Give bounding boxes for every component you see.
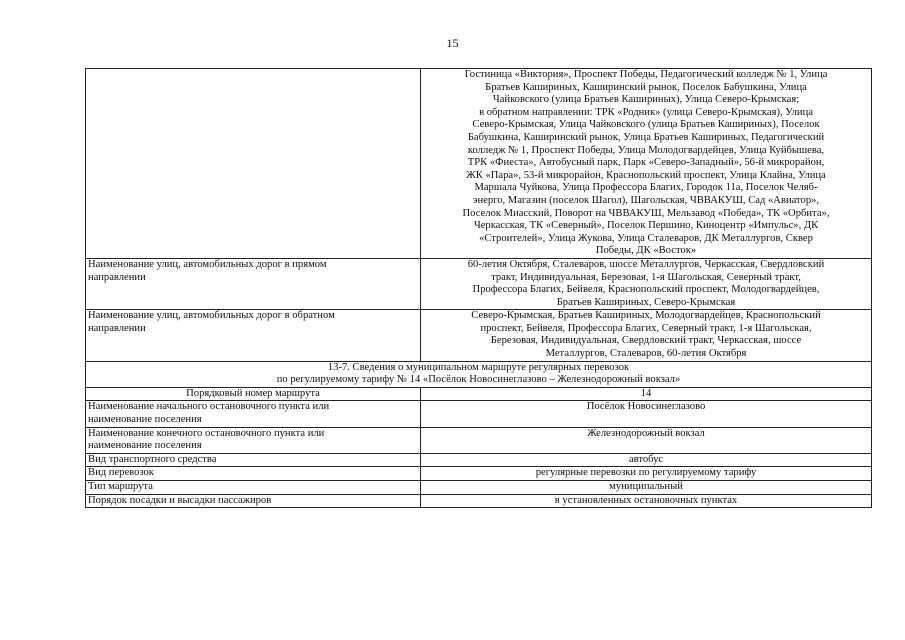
- boarding-order-value: в установленных остановочных пунктах: [421, 494, 872, 508]
- value-line: Металлургов, Сталеваров, 60-летия Октября: [545, 348, 747, 360]
- reverse-streets-row: [86, 310, 872, 361]
- stops-line: Северо-Крымская, Улица Чайковского (улица Братьев Кашириных), Поселок: [472, 119, 820, 131]
- stops-line: Бабушкина, Каширинский рынок, Улица Братьев Кашириных, Педагогический: [467, 131, 825, 143]
- route-type-label: Тип маршрута: [86, 481, 421, 495]
- stops-line: Гостиница «Виктория», Проспект Победы, Педагогический колледж № 1, Улица: [464, 69, 828, 80]
- value-line: Березовая, Индивидуальная, Свердловский тракт, Черкасская, шоссе: [490, 335, 802, 347]
- route-type-row: [86, 481, 872, 495]
- start-stop-value: Посёлок Новосинеглазово: [421, 401, 872, 427]
- end-stop-label: [86, 427, 421, 453]
- stops-label-cell: [86, 69, 421, 259]
- stops-cell: [421, 69, 872, 259]
- transport-kind-row: [86, 467, 872, 481]
- stops-line: «Строителей», Улица Жукова, Улица Сталеваров, ДК Металлургов, Сквер: [479, 232, 813, 244]
- stops-line: Братьев Кашириных, Каширинский рынок, Поселок Бабушкина, Улица: [485, 81, 807, 93]
- value-line: 60-летия Октября, Сталеваров, шоссе Металлургов, Черкасская, Свердловский: [467, 258, 825, 270]
- stops-line: в обратном направлении: ТРК «Родник» (улица Северо-Крымская), Улица: [479, 106, 813, 118]
- start-stop-row: [86, 401, 872, 427]
- value-line: Северо-Крымская, Братьев Кашириных, Молодогвардейцев, Краснопольский: [471, 310, 821, 322]
- route-type-value: муниципальный: [421, 481, 872, 495]
- route-number-label: Порядковый номер маршрута: [86, 387, 421, 401]
- stops-line: Маршала Чуйкова, Улица Профессора Благих, Городок 11а, Поселок Челяб-: [474, 182, 818, 194]
- end-stop-row: [86, 427, 872, 453]
- stops-line: Победы, ДК «Восток»: [595, 245, 697, 257]
- label-line: направлении: [88, 271, 146, 283]
- vehicle-type-row: [86, 453, 872, 467]
- route-number-value: 14: [421, 387, 872, 401]
- boarding-order-label: Порядок посадки и высадки пассажиров: [86, 494, 421, 508]
- heading-line: 13-7. Сведения о муниципальном маршруте регулярных перевозок: [327, 361, 630, 373]
- value-line: Профессора Благих, Бейвеля, Краснопольский проспект, Молодогвардейцев,: [472, 284, 820, 296]
- transport-kind-label: Вид перевозок: [86, 467, 421, 481]
- stops-line: Поселок Миасский, Поворот на ЧВВАКУШ, Мельзавод «Победа», ТК «Орбита»,: [462, 207, 830, 219]
- forward-streets-row: [86, 258, 872, 309]
- boarding-order-row: [86, 494, 872, 508]
- heading-line: по регулируемому тарифу № 14 «Посёлок Новосинеглазово – Железнодорожный вокзал»: [276, 374, 681, 386]
- label-line: Наименование конечного остановочного пункта или: [88, 427, 325, 439]
- stops-line: колледж № 1, Проспект Победы, Улица Молодогвардейцев, Улица Куйбышева,: [467, 144, 825, 156]
- stops-line: ТРК «Фиеста», Автобусный парк, Парк «Северо-Западный», 56-й микрорайон,: [467, 157, 825, 169]
- route-number-row: [86, 387, 872, 401]
- stops-line: энерго, Магазин (поселок Шагол), Шагольская, ЧВВАКУШ, Сад «Авиатор»,: [472, 194, 820, 206]
- vehicle-type-value: автобус: [421, 453, 872, 467]
- reverse-streets-value: [421, 310, 872, 361]
- start-stop-label: [86, 401, 421, 427]
- forward-streets-value: [421, 258, 872, 309]
- value-line: проспект, Бейвеля, Профессора Благих, Северный тракт, 1-я Шагольская,: [480, 322, 812, 334]
- route-table: [85, 68, 872, 508]
- vehicle-type-label: Вид транспортного средства: [86, 453, 421, 467]
- end-stop-value: Железнодорожный вокзал: [421, 427, 872, 453]
- value-line: Братьев Кашириных, Северо-Крымская: [556, 296, 736, 308]
- transport-kind-value: регулярные перевозки по регулируемому тарифу: [421, 467, 872, 481]
- label-line: Наименование улиц, автомобильных дорог в обратном: [88, 310, 335, 322]
- label-line: направлении: [88, 322, 146, 334]
- stops-row: [86, 69, 872, 259]
- page-number: 15: [446, 36, 459, 50]
- stops-line: Черкасская, ТК «Северный», Поселок Першино, Киноцентр «Импульс», ДК: [473, 220, 819, 232]
- label-line: Наименование улиц, автомобильных дорог в прямом: [88, 258, 327, 270]
- label-line: наименование поселения: [88, 440, 202, 452]
- section-heading: [86, 361, 872, 387]
- label-line: Наименование начального остановочного пункта или: [88, 401, 330, 413]
- label-line: наименование поселения: [88, 414, 202, 426]
- stops-line: Чайковского (улица Братьев Кашириных), Улица Северо-Крымская;: [492, 94, 800, 106]
- stops-line: ЖК «Пара», 53-й микрорайон, Краснопольский проспект, Улица Клайна, Улица: [466, 169, 826, 181]
- forward-streets-label: [86, 258, 421, 309]
- reverse-streets-label: [86, 310, 421, 361]
- section-heading-row: [86, 361, 872, 387]
- value-line: тракт, Индивидуальная, Березовая, 1-я Шагольская, Северный тракт,: [491, 271, 801, 283]
